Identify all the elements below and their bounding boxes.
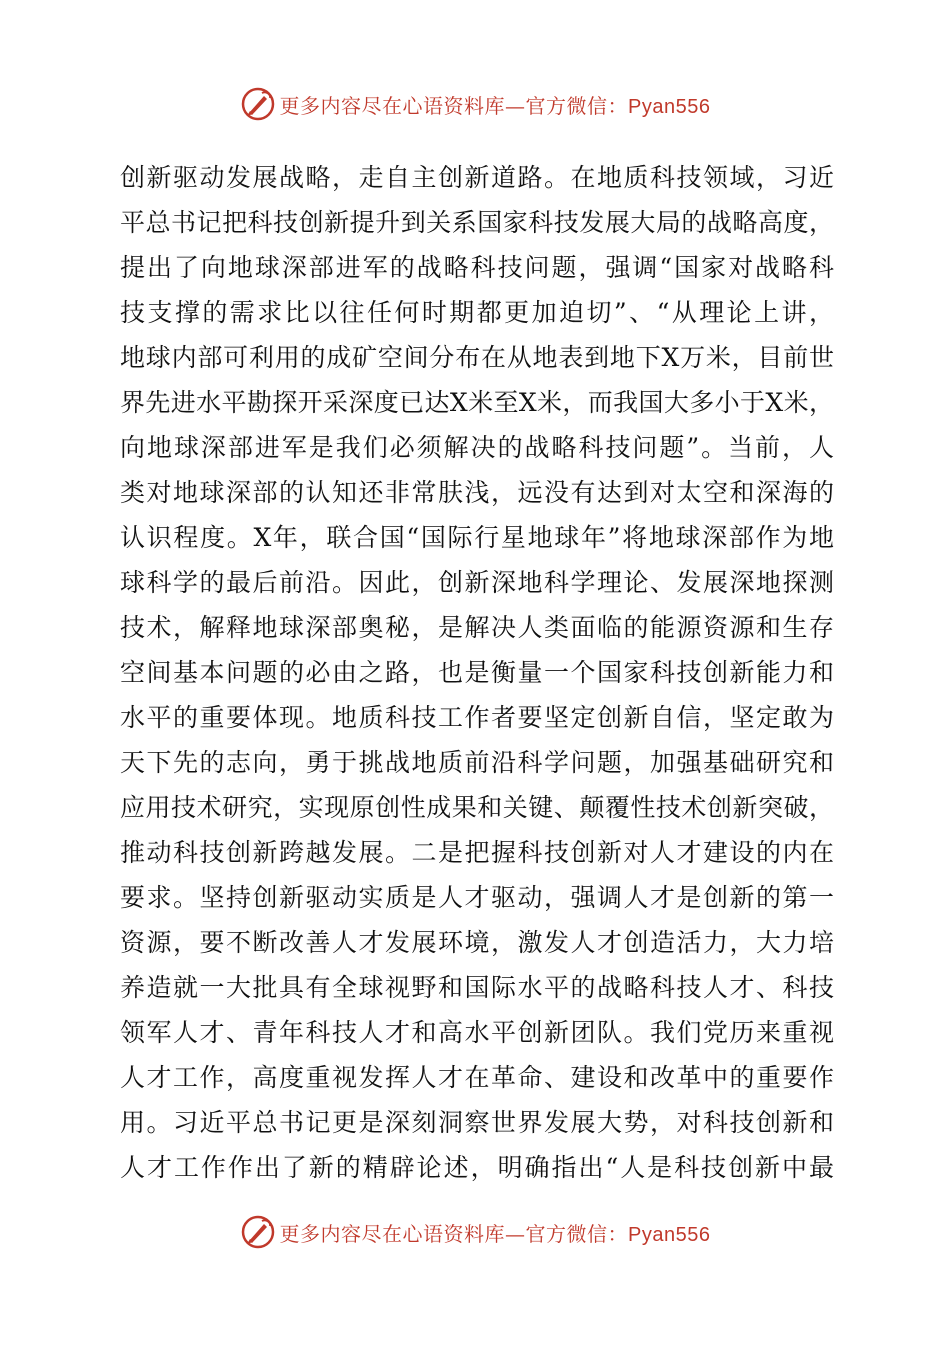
body-text-line: 向地球深部进军是我们必须解决的战略科技问题”。当前，人 [120, 433, 834, 462]
body-text-line: 用。习近平总书记更是深刻洞察世界发展大势，对科技创新和 [120, 1108, 834, 1137]
body-text-line: 空间基本问题的必由之路，也是衡量一个国家科技创新能力和 [120, 658, 834, 687]
body-text-line: 提出了向地球深部进军的战略科技问题，强调“国家对战略科 [120, 253, 834, 282]
body-text-line: 养造就一大批具有全球视野和国际水平的战略科技人才、科技 [120, 973, 834, 1002]
body-text-line: 技支撑的需求比以往任何时期都更加迫切”、“从理论上讲， [120, 298, 834, 327]
footer-contact-text: 官方微信：Pyan556 [525, 1223, 711, 1246]
footer-site-text: 更多内容尽在心语资料库— [279, 1221, 526, 1246]
pen-logo-icon [240, 86, 276, 122]
body-text-line: 地球内部可利用的成矿空间分布在从地表到地下X万米，目前世 [120, 343, 834, 372]
body-text-line: 应用技术研究，实现原创性成果和关键、颠覆性技术创新突破， [120, 793, 834, 822]
body-text-line: 推动科技创新跨越发展。二是把握科技创新对人才建设的内在 [120, 838, 834, 867]
body-text-line: 人才工作，高度重视发挥人才在革命、建设和改革中的重要作 [120, 1063, 834, 1092]
header-site-text: 更多内容尽在心语资料库— [279, 93, 526, 118]
header-banner [0, 84, 950, 124]
body-text-line: 类对地球深部的认知还非常肤浅，远没有达到对太空和深海的 [120, 478, 834, 507]
document-body [120, 155, 834, 1190]
footer-banner-text [280, 1218, 711, 1247]
body-text-line: 资源，要不断改善人才发展环境，激发人才创造活力，大力培 [120, 928, 834, 957]
body-text-line: 要求。坚持创新驱动实质是人才驱动，强调人才是创新的第一 [120, 883, 834, 912]
body-text-line: 球科学的最后前沿。因此，创新深地科学理论、发展深地探测 [120, 568, 834, 597]
body-text-line: 技术，解释地球深部奥秘，是解决人类面临的能源资源和生存 [120, 613, 834, 642]
body-text-line: 创新驱动发展战略，走自主创新道路。在地质科技领域，习近 [120, 163, 834, 192]
header-banner-text [280, 90, 711, 119]
pen-logo-icon [240, 1214, 276, 1250]
body-text-line: 平总书记把科技创新提升到关系国家科技发展大局的战略高度， [120, 208, 834, 237]
body-text-line: 人才工作作出了新的精辟论述，明确指出“人是科技创新中最 [120, 1153, 834, 1182]
body-text-line: 天下先的志向，勇于挑战地质前沿科学问题，加强基础研究和 [120, 748, 834, 777]
body-text-line: 领军人才、青年科技人才和高水平创新团队。我们党历来重视 [120, 1018, 834, 1047]
body-text-line: 界先进水平勘探开采深度已达X米至X米，而我国大多小于X米， [120, 388, 834, 417]
footer-banner [0, 1212, 950, 1252]
header-contact-text: 官方微信：Pyan556 [525, 95, 711, 118]
body-text-line: 水平的重要体现。地质科技工作者要坚定创新自信，坚定敢为 [120, 703, 834, 732]
body-text-line: 认识程度。X年，联合国“国际行星地球年”将地球深部作为地 [120, 523, 834, 552]
